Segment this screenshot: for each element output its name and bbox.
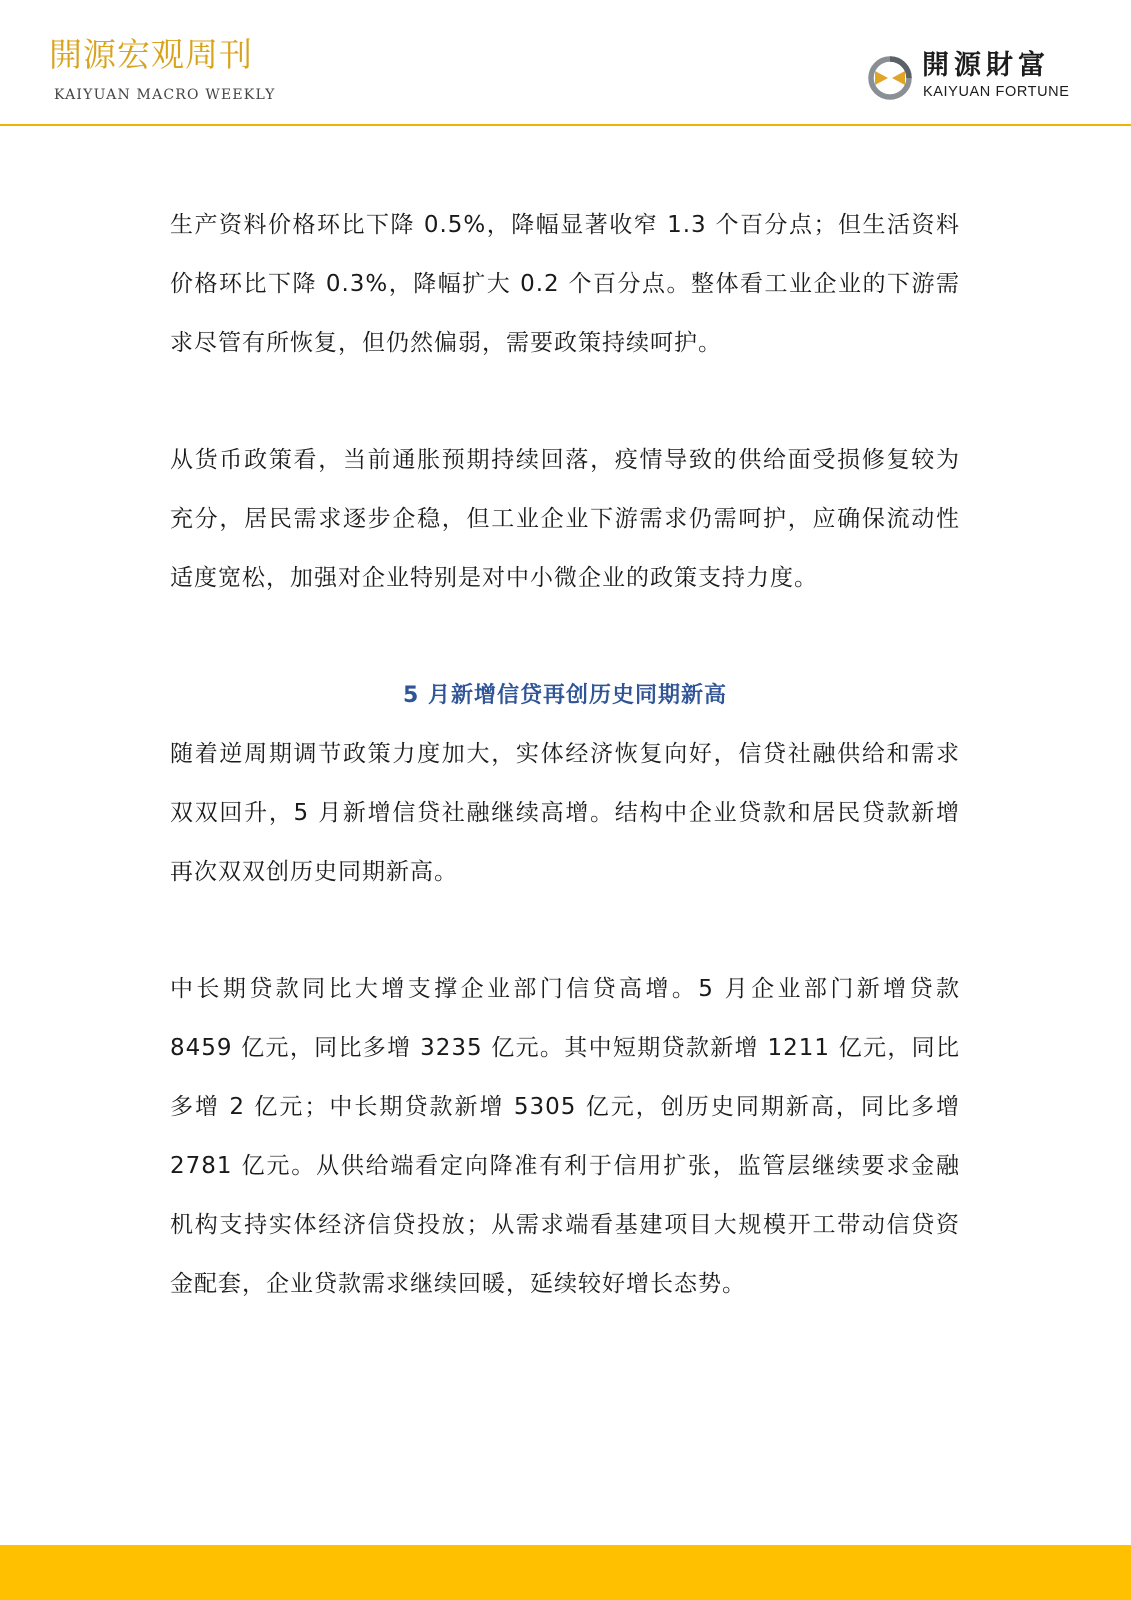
section-heading: 5 月新增信贷再创历史同期新高	[403, 683, 727, 708]
logo-chinese-name: 開源財富	[922, 50, 1050, 81]
paragraph-spacer	[170, 608, 960, 666]
page-header	[0, 0, 1131, 126]
paragraph-spacer	[170, 902, 960, 960]
logo-english-name: KAIYUAN FORTUNE	[923, 84, 1070, 100]
report-body	[170, 196, 960, 1314]
header-divider	[0, 124, 1131, 126]
kaiyuan-fortune-logo	[866, 50, 1086, 104]
kaiyuan-logo-icon	[866, 54, 914, 102]
paragraph-spacer	[170, 373, 960, 431]
body-paragraph: 生产资料价格环比下降 0.5%，降幅显著收窄 1.3 个百分点；但生活资料价格环比下降 0.3%，降幅扩大 0.2 个百分点。整体看工业企业的下游需求尽管有所恢复，但仍然偏弱，需要政策持续呵护。	[170, 212, 960, 356]
brand-title: 開源宏观周刊	[49, 35, 253, 74]
body-paragraph: 随着逆周期调节政策力度加大，实体经济恢复向好，信贷社融供给和需求双双回升，5 月新增信贷社融继续高增。结构中企业贷款和居民贷款新增再次双双创历史同期新高。	[170, 741, 960, 885]
body-paragraph: 中长期贷款同比大增支撑企业部门信贷高增。5 月企业部门新增贷款 8459 亿元，同比多增 3235 亿元。其中短期贷款新增 1211 亿元，同比多增 2 亿元；中长期贷款新增 5305 亿元，创历史同期新高，同比多增 2781 亿元。从供给端看定向降准有利于信用扩张，监管层继续要求金融机构支持实体经济信贷投放；从需求端看基建项目大规模开工带动信贷资金配套，企业贷款需求继续回暖，延续较好增长态势。	[170, 976, 960, 1297]
body-paragraph: 从货币政策看，当前通胀预期持续回落，疫情导致的供给面受损修复较为充分，居民需求逐步企稳，但工业企业下游需求仍需呵护，应确保流动性适度宽松，加强对企业特别是对中小微企业的政策支持力度。	[170, 447, 960, 591]
footer-bar	[0, 1545, 1131, 1600]
brand-subtitle: KAIYUAN MACRO WEEKLY	[54, 87, 276, 103]
